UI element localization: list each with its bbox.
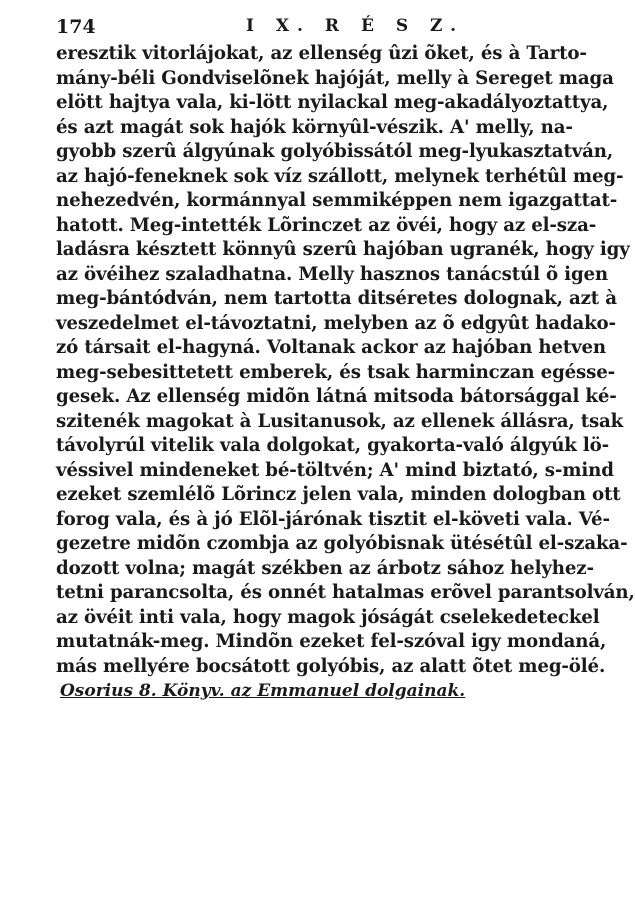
text-line: más mellyére bocsátott golyóbis, az alatt õtet meg-ölé. — [56, 655, 606, 677]
text-line: mutatnák-meg. Mindõn ezeket fel-szóval igy mondaná, — [56, 631, 607, 652]
text-line: távolyrúl vitelik vala dolgokat, gyakorta-való álgyúk lö- — [56, 435, 610, 456]
text-line: ezeket szemlélõ Lõrincz jelen vala, minden dologban ott — [56, 484, 621, 505]
text-line: meg-sebesittetett emberek, és tsak harminczan egésse- — [56, 361, 616, 383]
text-line: gesek. Az ellenség midõn látná mitsoda bátorsággal ké- — [56, 386, 617, 407]
text-line: elött hajtya vala, ki-lött nyilackal meg-akadályoztattya, — [56, 92, 609, 113]
text-line: tetni parancsolta, és onnét hatalmas erõvel parantsolván, — [56, 582, 635, 603]
page-header — [56, 12, 576, 42]
text-line: véssivel mindeneket bé-töltvén; A' mind biztató, s-mind — [56, 459, 614, 481]
running-head: I X. R É S Z. — [246, 16, 465, 36]
text-line: és azt magát sok hajók környûl-vészik. A' melly, na- — [56, 116, 573, 138]
text-line: veszedelmet el-távoztatni, melyben az õ edgyût hadako- — [56, 312, 616, 334]
text-line: az övéihez szaladhatna. Melly hasznos tanácstúl õ igen — [56, 263, 609, 285]
text-line: nehezedvén, kormánnyal semmiképpen nem igazgattat- — [56, 190, 618, 211]
text-line: szitenék magokat à Lusitanusok, az ellenek állásra, tsak — [56, 410, 624, 432]
text-line: ladásra késztett könnyû szerû hajóban ugranék, hogy igy — [56, 239, 630, 260]
text-line: az hajó-feneknek sok víz szállott, melynek terhétûl meg- — [56, 165, 624, 187]
text-line: eresztik vitorlájokat, az ellenség ûzi õket, és à Tarto- — [56, 43, 587, 64]
text-line: gezetre midõn czombja az golyóbisnak ütésétûl el-szaka- — [56, 533, 628, 554]
source-citation: Osorius 8. Könyv. az Emmanuel dolgainak. — [60, 681, 466, 701]
body-text — [56, 42, 635, 679]
page-number: 174 — [56, 16, 96, 38]
text-line: hatott. Meg-intették Lõrinczet az övéi, hogy az el-sza- — [56, 214, 597, 236]
text-line: az övéit inti vala, hogy magok jóságát cselekedeteckel — [56, 606, 600, 628]
text-line: meg-bántódván, nem tartotta ditséretes dolognak, azt à — [56, 288, 617, 309]
text-line: dozott volna; magát székben az árbotz sához helyhez- — [56, 557, 594, 579]
text-block — [56, 12, 635, 704]
text-line: gyobb szerû álgyúnak golyóbissától meg-lyukasztatván, — [56, 141, 613, 162]
text-line: forog vala, és à jó Elõl-járónak tisztit el-követi vala. Vé- — [56, 508, 610, 530]
text-line: zó társait el-hagyná. Voltanak ackor az hajóban hetven — [56, 337, 607, 358]
text-line: mány-béli Gondviselõnek hajóját, melly à Sereget maga — [56, 67, 614, 89]
